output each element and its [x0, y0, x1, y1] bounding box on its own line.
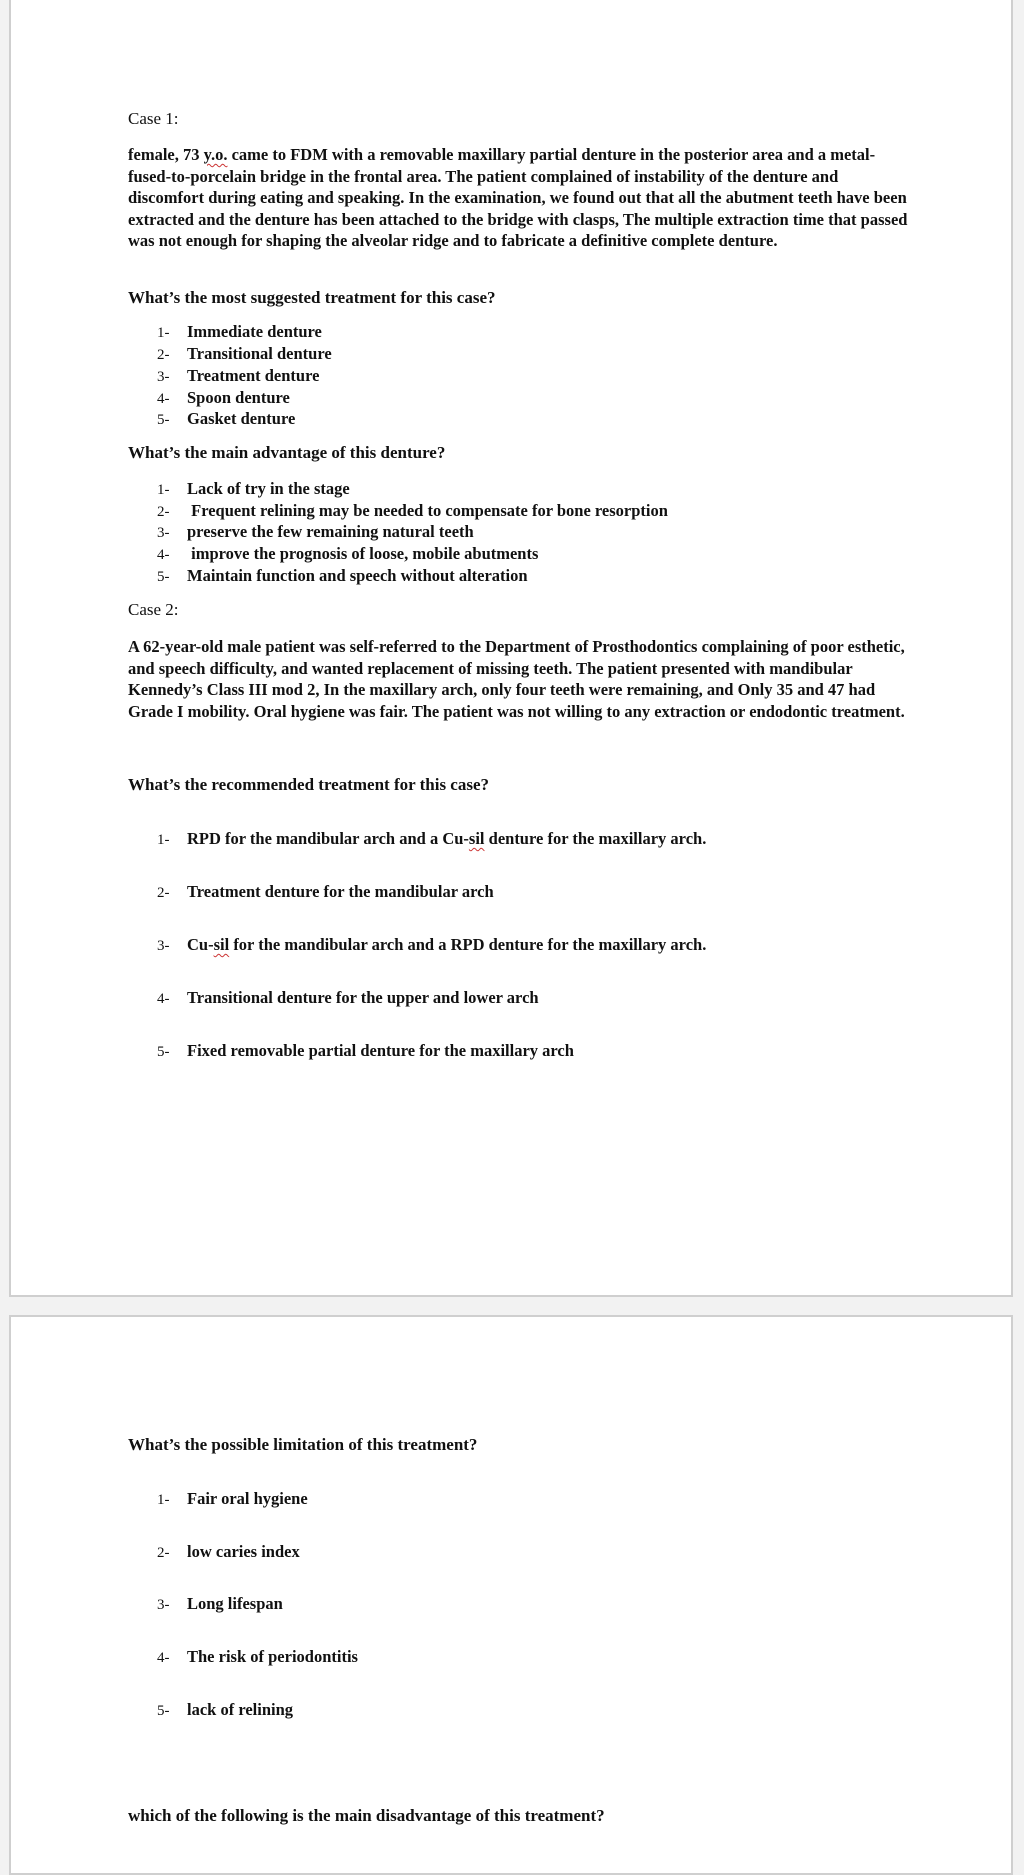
option-text: Lack of try in the stage	[187, 479, 350, 498]
option-text: Treatment denture for the mandibular arch	[187, 882, 494, 901]
spellcheck-flagged-word: sil	[468, 829, 485, 848]
option-text: improve the prognosis of loose, mobile abutments	[187, 544, 539, 563]
answer-option	[157, 344, 332, 364]
option-number: 4-	[157, 991, 170, 1007]
answer-option	[157, 1594, 283, 1614]
option-number: 5-	[157, 412, 170, 428]
answer-option	[157, 988, 539, 1008]
option-text: Transitional denture	[187, 344, 332, 363]
case2-description: A 62-year-old male patient was self-referred to the Department of Prosthodontics complaining of poor esthetic, and speech difficulty, and wanted replacement of missing teeth. The patient presented with mandibular Kennedy’s Class III mod 2, In the maxillary arch, only four teeth were remaining, and Only 35 and 47 had Grade I mobility. Oral hygiene was fair. The patient was not willing to any extraction or endodontic treatment.	[128, 637, 905, 721]
option-number: 2-	[157, 347, 170, 363]
option-text: Fixed removable partial denture for the maxillary arch	[187, 1041, 574, 1060]
case1-description-start: female, 73	[128, 145, 204, 164]
answer-option	[157, 566, 528, 586]
option-text: Long lifespan	[187, 1594, 283, 1613]
option-number: 5-	[157, 569, 170, 585]
document-page-2	[9, 1315, 1013, 1875]
option-text: Gasket denture	[187, 409, 296, 428]
answer-option	[157, 322, 322, 342]
case2-question-1: What’s the recommended treatment for this case?	[128, 775, 490, 794]
option-text-part: Cu-	[187, 935, 214, 954]
case1-question-1: What’s the most suggested treatment for this case?	[128, 288, 496, 307]
spellcheck-flagged-word: sil	[213, 935, 230, 954]
option-number: 1-	[157, 1492, 170, 1508]
option-text: Treatment denture	[187, 366, 320, 385]
answer-option	[157, 479, 350, 499]
option-number: 1-	[157, 325, 170, 341]
answer-option	[157, 1489, 308, 1509]
option-text: The risk of periodontitis	[187, 1647, 358, 1666]
option-text: low caries index	[187, 1542, 300, 1561]
option-number: 3-	[157, 525, 170, 541]
option-text: Maintain function and speech without alteration	[187, 566, 528, 585]
case1-description-rest: came to FDM with a removable maxillary partial denture in the posterior area and a metal-fused-to-porcelain bridge in the frontal area. The patient complained of instability of the denture and discomfort during eating and speaking. In the examination, we found out that all the abutment teeth have been extracted and the denture has been attached to the bridge with clasps, The multiple extraction time that passed was not enough for shaping the alveolar ridge and to fabricate a definitive complete denture.	[128, 145, 908, 251]
option-number: 3-	[157, 369, 170, 385]
option-text-part: RPD for the mandibular arch and a Cu-	[187, 829, 469, 848]
answer-option	[157, 829, 706, 849]
spellcheck-flagged-word: y.o.	[203, 145, 228, 164]
option-number: 3-	[157, 938, 170, 954]
option-text	[187, 829, 706, 848]
case1-question-2: What’s the main advantage of this denture?	[128, 443, 446, 462]
option-text: Spoon denture	[187, 388, 290, 407]
answer-option	[157, 522, 474, 542]
option-number: 5-	[157, 1044, 170, 1060]
answer-option	[157, 388, 290, 408]
option-text: Fair oral hygiene	[187, 1489, 308, 1508]
option-text: Transitional denture for the upper and lower arch	[187, 988, 539, 1007]
answer-option	[157, 1700, 293, 1720]
option-text	[187, 935, 706, 954]
option-number: 1-	[157, 832, 170, 848]
answer-option	[157, 935, 706, 955]
case2-heading: Case 2:	[128, 600, 179, 619]
case1-heading: Case 1:	[128, 109, 179, 128]
limitation-question: What’s the possible limitation of this treatment?	[128, 1435, 478, 1454]
option-number: 2-	[157, 1545, 170, 1561]
case1-description	[128, 144, 918, 252]
answer-option	[157, 366, 319, 386]
option-text: Immediate denture	[187, 322, 322, 341]
answer-option	[157, 544, 538, 564]
option-number: 2-	[157, 885, 170, 901]
option-number: 5-	[157, 1703, 170, 1719]
option-text: lack of relining	[187, 1700, 294, 1719]
option-number: 2-	[157, 504, 170, 520]
answer-option	[157, 501, 668, 521]
option-number: 4-	[157, 547, 170, 563]
option-number: 1-	[157, 482, 170, 498]
answer-option	[157, 409, 295, 429]
answer-option	[157, 1647, 358, 1667]
option-number: 3-	[157, 1597, 170, 1613]
option-text-part: for the mandibular arch and a RPD denture for the maxillary arch.	[229, 935, 707, 954]
option-text: preserve the few remaining natural teeth	[187, 522, 474, 541]
document-page-1	[9, 0, 1013, 1297]
disadvantage-question: which of the following is the main disadvantage of this treatment?	[128, 1806, 605, 1825]
option-number: 4-	[157, 391, 170, 407]
answer-option	[157, 1542, 300, 1562]
answer-option	[157, 1041, 574, 1061]
option-text-part: denture for the maxillary arch.	[484, 829, 707, 848]
answer-option	[157, 882, 494, 902]
option-text: Frequent relining may be needed to compensate for bone resorption	[187, 501, 668, 520]
option-number: 4-	[157, 1650, 170, 1666]
